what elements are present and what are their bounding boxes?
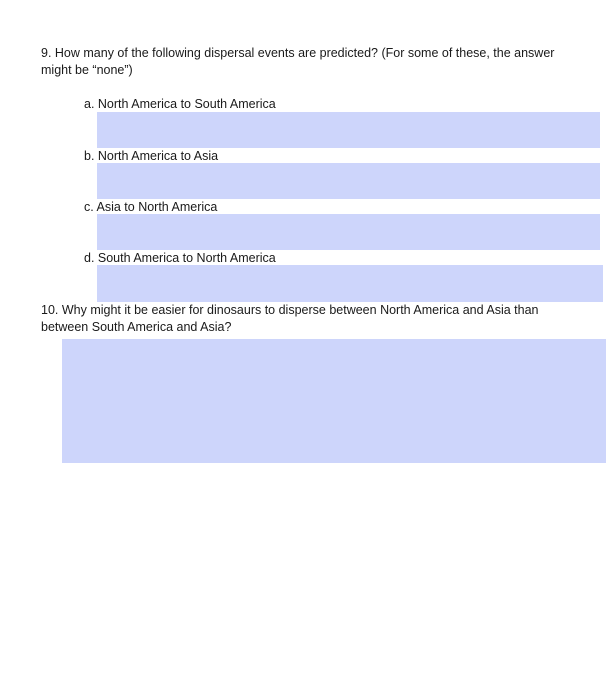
- question-10-prompt-line-2: between South America and Asia?: [41, 320, 232, 334]
- question-10-prompt-line-1: 10. Why might it be easier for dinosaurs to disperse between North America and Asia than: [41, 303, 539, 317]
- item-b-answer-field[interactable]: [97, 163, 600, 199]
- item-d-answer-field[interactable]: [97, 265, 603, 302]
- item-a-label: a. North America to South America: [84, 97, 276, 111]
- item-d-label: d. South America to North America: [84, 251, 276, 265]
- item-b-label: b. North America to Asia: [84, 149, 219, 163]
- item-c-answer-field[interactable]: [97, 214, 600, 250]
- question-9-prompt-line-2: might be “none”): [41, 63, 133, 77]
- item-c-label: c. Asia to North America: [84, 200, 218, 214]
- question-9-prompt-line-1: 9. How many of the following dispersal events are predicted? (For some of these, the answer: [41, 46, 555, 60]
- item-a-answer-field[interactable]: [97, 112, 600, 148]
- question-10-answer-area[interactable]: [62, 339, 606, 463]
